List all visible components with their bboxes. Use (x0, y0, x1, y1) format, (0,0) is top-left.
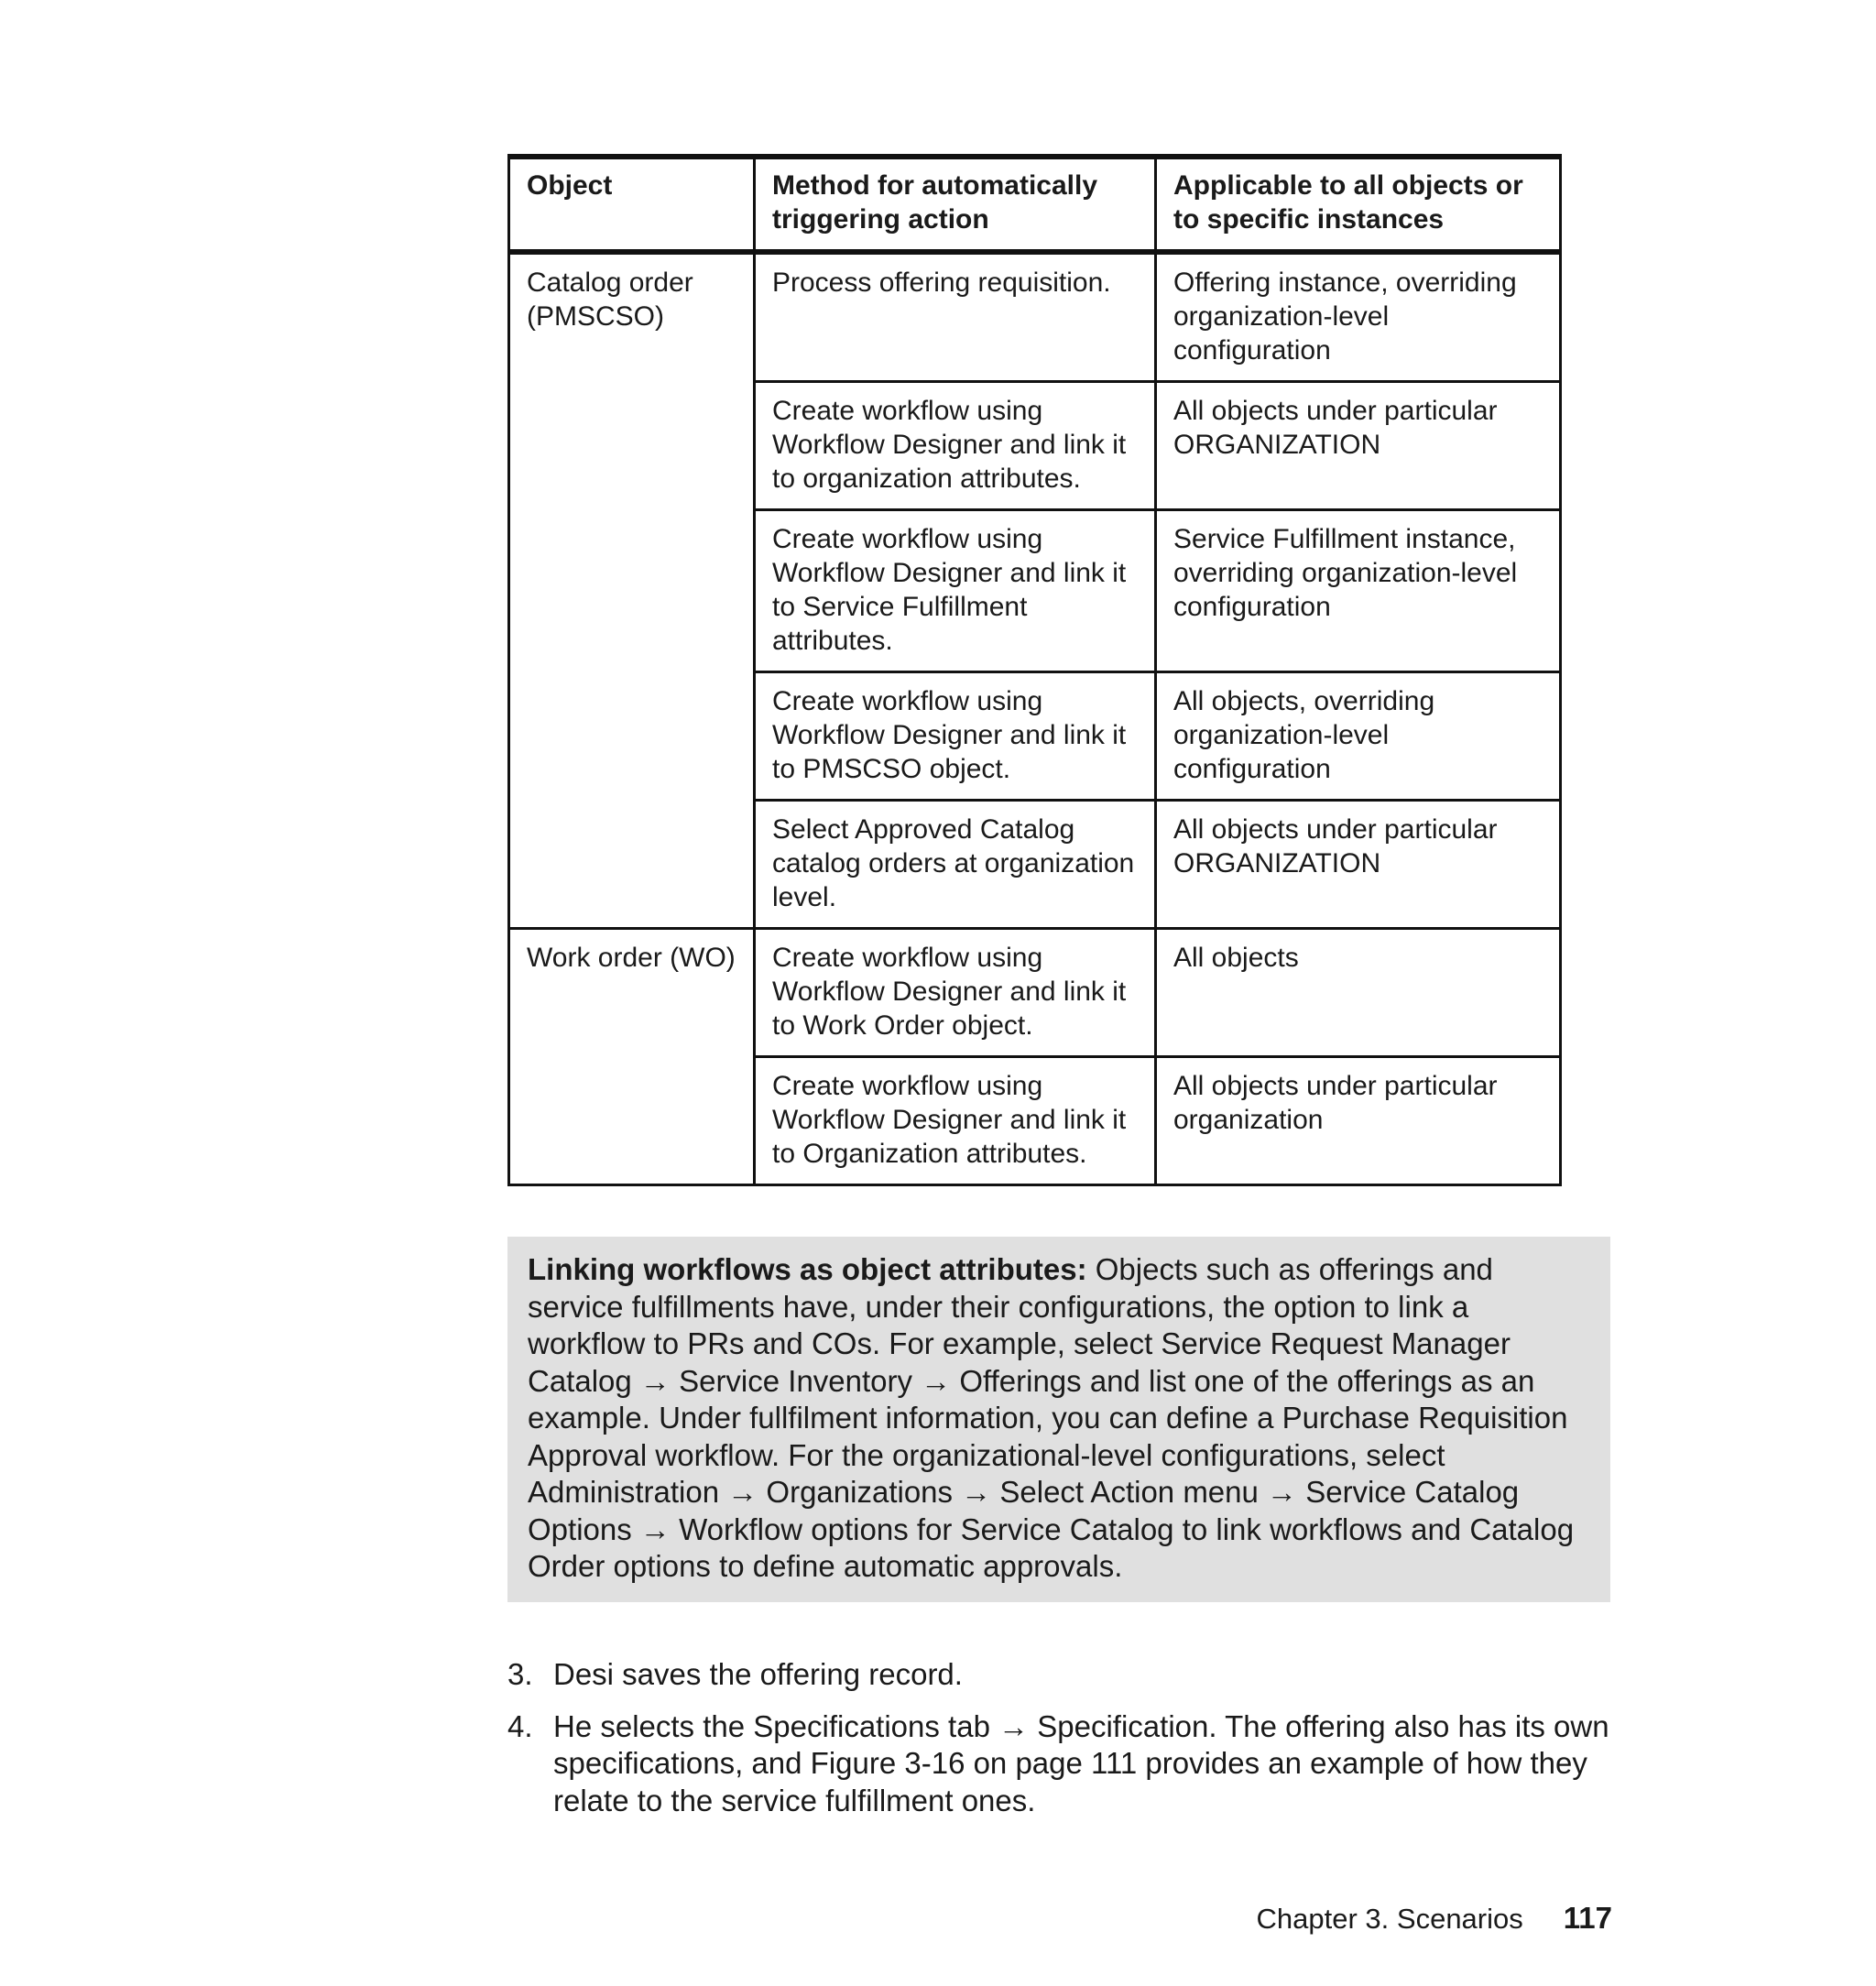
numbered-steps (507, 1656, 1616, 1834)
table-row (509, 929, 1561, 1057)
header-method: Method for automatically triggering action (755, 157, 1156, 252)
method-cell: Create workflow using Workflow Designer and link it to Work Order object. (755, 929, 1156, 1057)
note-lead: Linking workflows as object attributes: (528, 1252, 1087, 1286)
scope-cell: Service Fulfillment instance, overriding organization-level configuration (1156, 510, 1561, 672)
table-row (509, 252, 1561, 382)
step-number: 3. (507, 1657, 533, 1691)
chapter-label: Chapter 3. Scenarios (1256, 1903, 1523, 1935)
note-body: Objects such as offerings and service fulfillments have, under their configurations, the option to link a workflow to PRs and COs. For example, select Service Request Manager Catalog → Service Inventory → Offerings and list one of the offerings as an example. Under fullfilment information, you can define a Purchase Requisition Approval workflow. For the organizational-level configurations, select Administration → Organizations → Select Action menu → Service Catalog Options → Workflow options for Service Catalog to link workflows and Catalog Order options to define automatic approvals. (528, 1252, 1575, 1583)
method-cell: Create workflow using Workflow Designer and link it to PMSCSO object. (755, 672, 1156, 801)
method-cell: Process offering requisition. (755, 252, 1156, 382)
list-item (507, 1708, 1616, 1820)
method-cell: Select Approved Catalog catalog orders at organization level. (755, 801, 1156, 929)
method-cell: Create workflow using Workflow Designer and link it to Service Fulfillment attributes. (755, 510, 1156, 672)
scope-cell: All objects under particular ORGANIZATION (1156, 382, 1561, 510)
step-text: Desi saves the offering record. (553, 1657, 963, 1691)
scope-cell: All objects, overriding organization-level configuration (1156, 672, 1561, 801)
step-text: He selects the Specifications tab → Specification. The offering also has its own specifications, and Figure 3-16 on page 111 provides an example of how they relate to the service fulfillment ones. (553, 1708, 1609, 1817)
note-box (507, 1237, 1610, 1602)
list-item (507, 1656, 1616, 1694)
step-number: 4. (507, 1708, 533, 1743)
page-footer (1191, 1900, 1612, 1937)
scope-cell: All objects (1156, 929, 1561, 1057)
scope-cell: All objects under particular organization (1156, 1057, 1561, 1185)
object-cell-work-order: Work order (WO) (509, 929, 755, 1185)
header-scope: Applicable to all objects or to specific instances (1156, 157, 1561, 252)
table-header-row (509, 157, 1561, 252)
scope-cell: Offering instance, overriding organization-level configuration (1156, 252, 1561, 382)
method-cell: Create workflow using Workflow Designer and link it to Organization attributes. (755, 1057, 1156, 1185)
workflow-trigger-table (507, 154, 1562, 1186)
header-object: Object (509, 157, 755, 252)
object-cell-catalog-order: Catalog order (PMSCSO) (509, 252, 755, 929)
method-cell: Create workflow using Workflow Designer and link it to organization attributes. (755, 382, 1156, 510)
page-number: 117 (1563, 1901, 1612, 1935)
scope-cell: All objects under particular ORGANIZATION (1156, 801, 1561, 929)
